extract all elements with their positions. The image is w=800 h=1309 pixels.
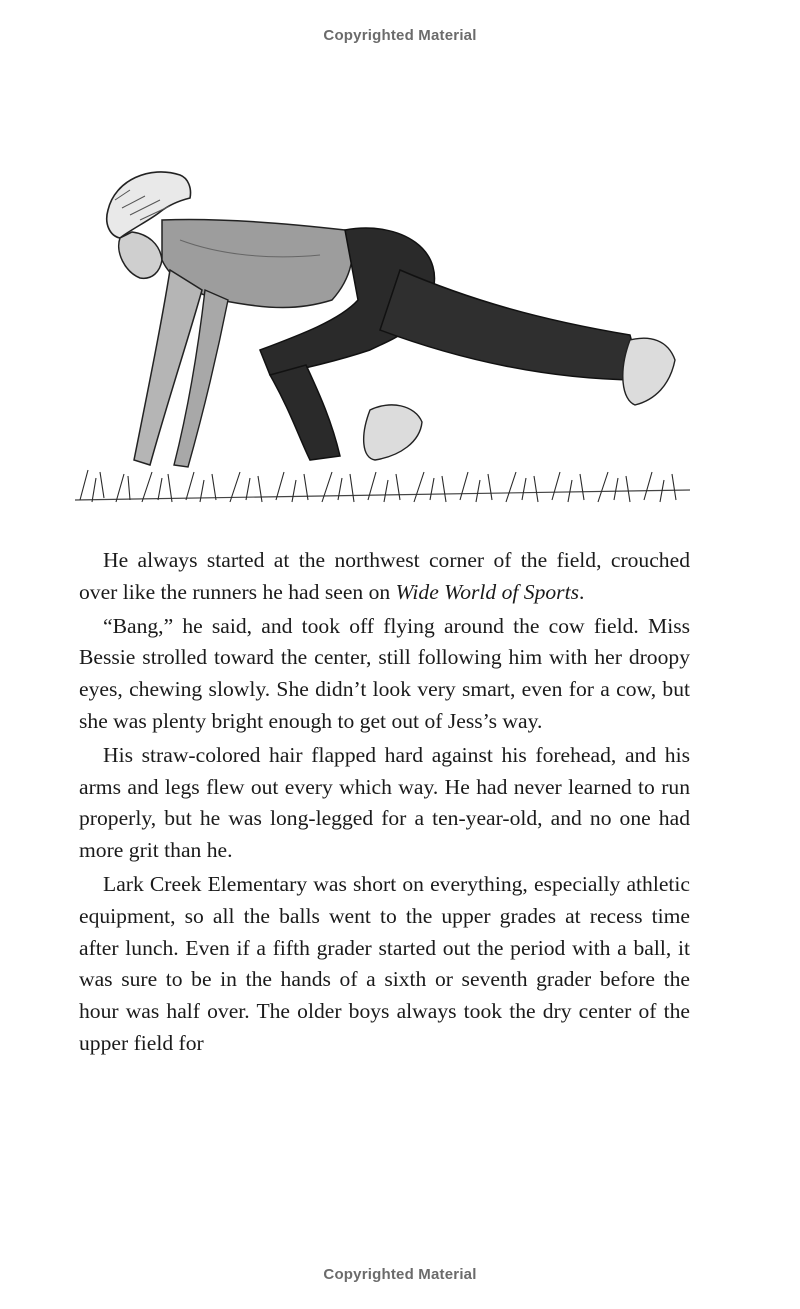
copyright-watermark-top: Copyrighted Material [323,27,477,44]
boy-crouching-runner-illustration [70,160,690,530]
copyright-watermark-bottom: Copyrighted Material [323,1266,477,1283]
paragraph-text: He always started at the northwest corner of the field, crouched over like the runners he had seen on [79,548,690,604]
italic-title: Wide World of Sports [395,579,579,604]
paragraph: “Bang,” he said, and took off flying around the cow field. Miss Bessie strolled toward the center, still following him with her droopy eyes, chewing slowly. She didn’t look very smart, even for a cow, but she was plenty bright enough to get out of Jess’s way. [79,613,690,733]
paragraph [79,545,690,609]
paragraph: Lark Creek Elementary was short on everything, especially athletic equipment, so all the balls went to the upper grades at recess time after lunch. Even if a fifth grader started out the period with a ball, it was sure to be in the hands of a sixth or seventh grader before the hour was half over. The older boys always took the dry center of the upper field for [79,871,690,1055]
paragraph-text: . [578,579,585,604]
body-text [79,545,690,1060]
paragraph: His straw-colored hair flapped hard against his forehead, and his arms and legs flew out every which way. He had never learned to run properly, but he was long-legged for a ten-year-old, and no one had more grit than he. [79,742,690,863]
